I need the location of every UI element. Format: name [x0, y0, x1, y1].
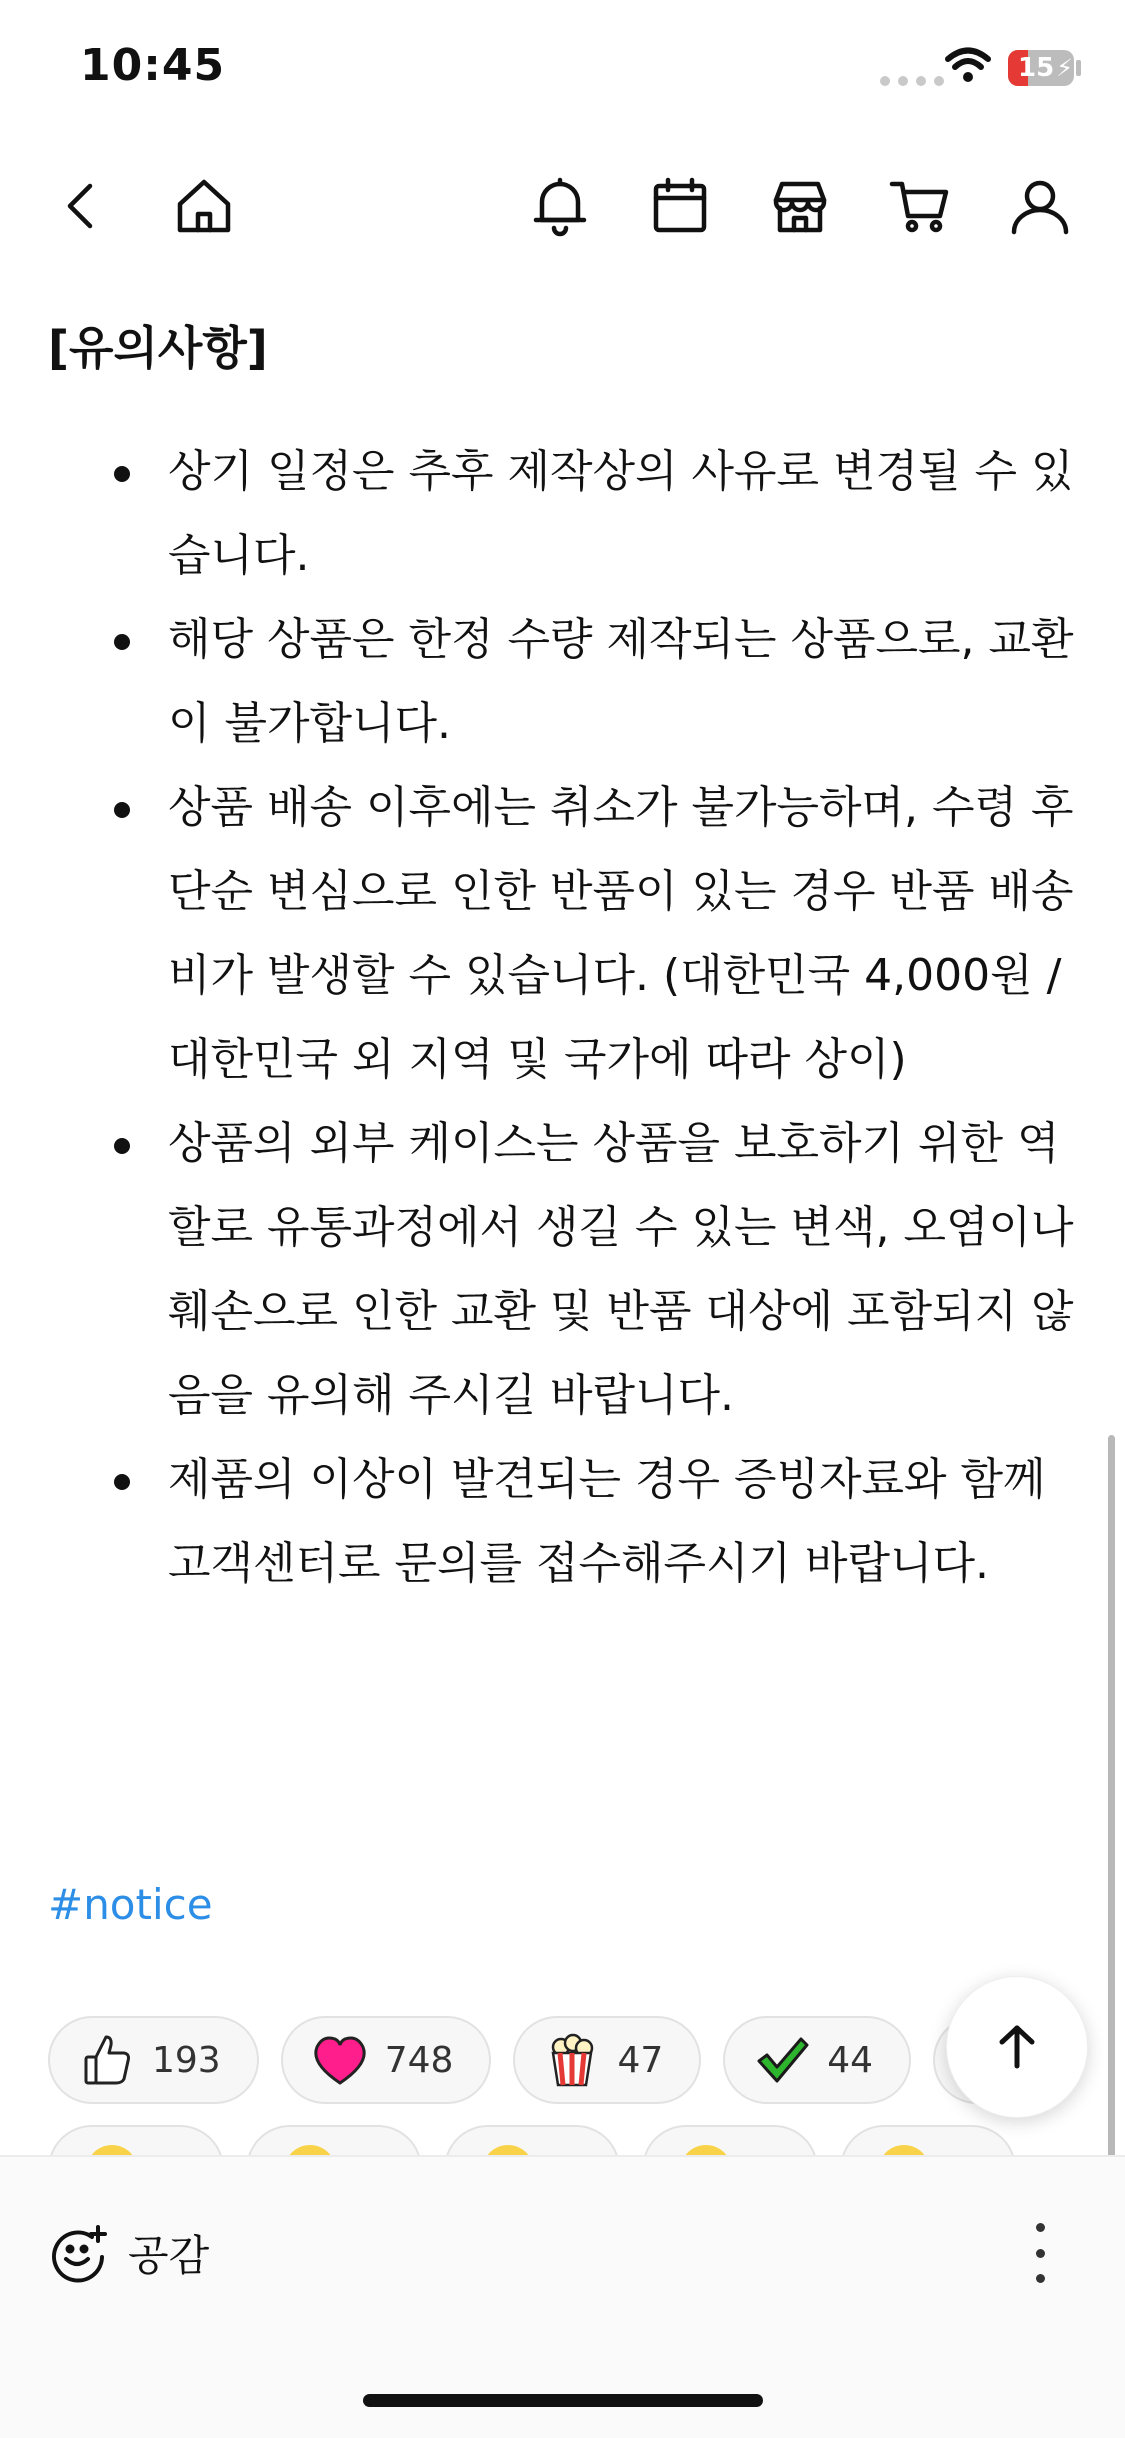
empathy-button[interactable] [48, 2223, 209, 2283]
cart-icon [888, 174, 952, 238]
store-icon [768, 174, 832, 238]
reaction-check[interactable] [723, 2016, 911, 2104]
list-item: 상품 배송 이후에는 취소가 불가능하며, 수령 후 단순 변심으로 인한 반품이 있는 경우 반품 배송비가 발생할 수 있습니다. (대한민국 4,000원 / 대한민국 외 지역 및 국가에 따라 상이) [0, 766, 1125, 1102]
hashtag-link[interactable]: #notice [48, 1880, 213, 1929]
back-button[interactable] [44, 168, 120, 244]
battery-nub [1076, 60, 1081, 76]
home-icon [172, 174, 236, 238]
list-item: 상기 일정은 추후 제작상의 사유로 변경될 수 있습니다. [0, 430, 1125, 598]
more-dots-icon [1036, 2223, 1045, 2232]
arrow-up-icon [990, 2020, 1044, 2074]
home-indicator [363, 2394, 763, 2407]
add-reaction-icon [48, 2223, 108, 2283]
reaction-count: 44 [827, 2039, 874, 2081]
notifications-button[interactable] [522, 168, 598, 244]
thumbs-up-icon [78, 2031, 136, 2089]
top-nav [0, 160, 1125, 250]
reaction-bar [48, 2016, 1053, 2106]
store-button[interactable] [762, 168, 838, 244]
battery-percent: 15 [1018, 53, 1055, 83]
calendar-button[interactable] [642, 168, 718, 244]
reaction-count: 748 [384, 2039, 454, 2081]
scrollbar[interactable] [1108, 1435, 1115, 2225]
status-time: 10:45 [80, 40, 226, 91]
more-options-button[interactable] [1028, 2223, 1052, 2283]
list-item: 제품의 이상이 발견되는 경우 증빙자료와 함께 고객센터로 문의를 접수해주시기 바랍니다. [0, 1438, 1125, 1606]
list-item: 해당 상품은 한정 수량 제작되는 상품으로, 교환이 불가합니다. [0, 598, 1125, 766]
bell-icon [528, 174, 592, 238]
heart-icon [311, 2031, 369, 2089]
home-button[interactable] [166, 168, 242, 244]
list-item: 상품의 외부 케이스는 상품을 보호하기 위한 역할로 유통과정에서 생길 수 있는 변색, 오염이나 훼손으로 인한 교환 및 반품 대상에 포함되지 않음을 유의해 주시길 바랍니다. [0, 1102, 1125, 1438]
scroll-to-top-button[interactable] [946, 1976, 1088, 2118]
calendar-icon [648, 174, 712, 238]
battery-icon: 15 ⚡ [1008, 50, 1074, 86]
status-bar [0, 0, 1125, 140]
reaction-count: 193 [152, 2039, 221, 2081]
popcorn-icon [543, 2031, 601, 2089]
user-icon [1008, 174, 1072, 238]
notice-title: [유의사항] [48, 321, 268, 375]
reaction-count: 47 [617, 2039, 664, 2081]
reaction-thumbs-up[interactable] [48, 2016, 259, 2104]
reaction-popcorn[interactable] [513, 2016, 701, 2104]
wifi-icon [945, 46, 991, 84]
empathy-label: 공감 [128, 2231, 210, 2280]
check-icon [753, 2031, 811, 2089]
profile-button[interactable] [1002, 168, 1078, 244]
reaction-heart[interactable] [281, 2016, 492, 2104]
cellular-signal-icon [880, 76, 944, 86]
back-icon [50, 174, 114, 238]
cart-button[interactable] [882, 168, 958, 244]
notice-list [0, 430, 1125, 1606]
